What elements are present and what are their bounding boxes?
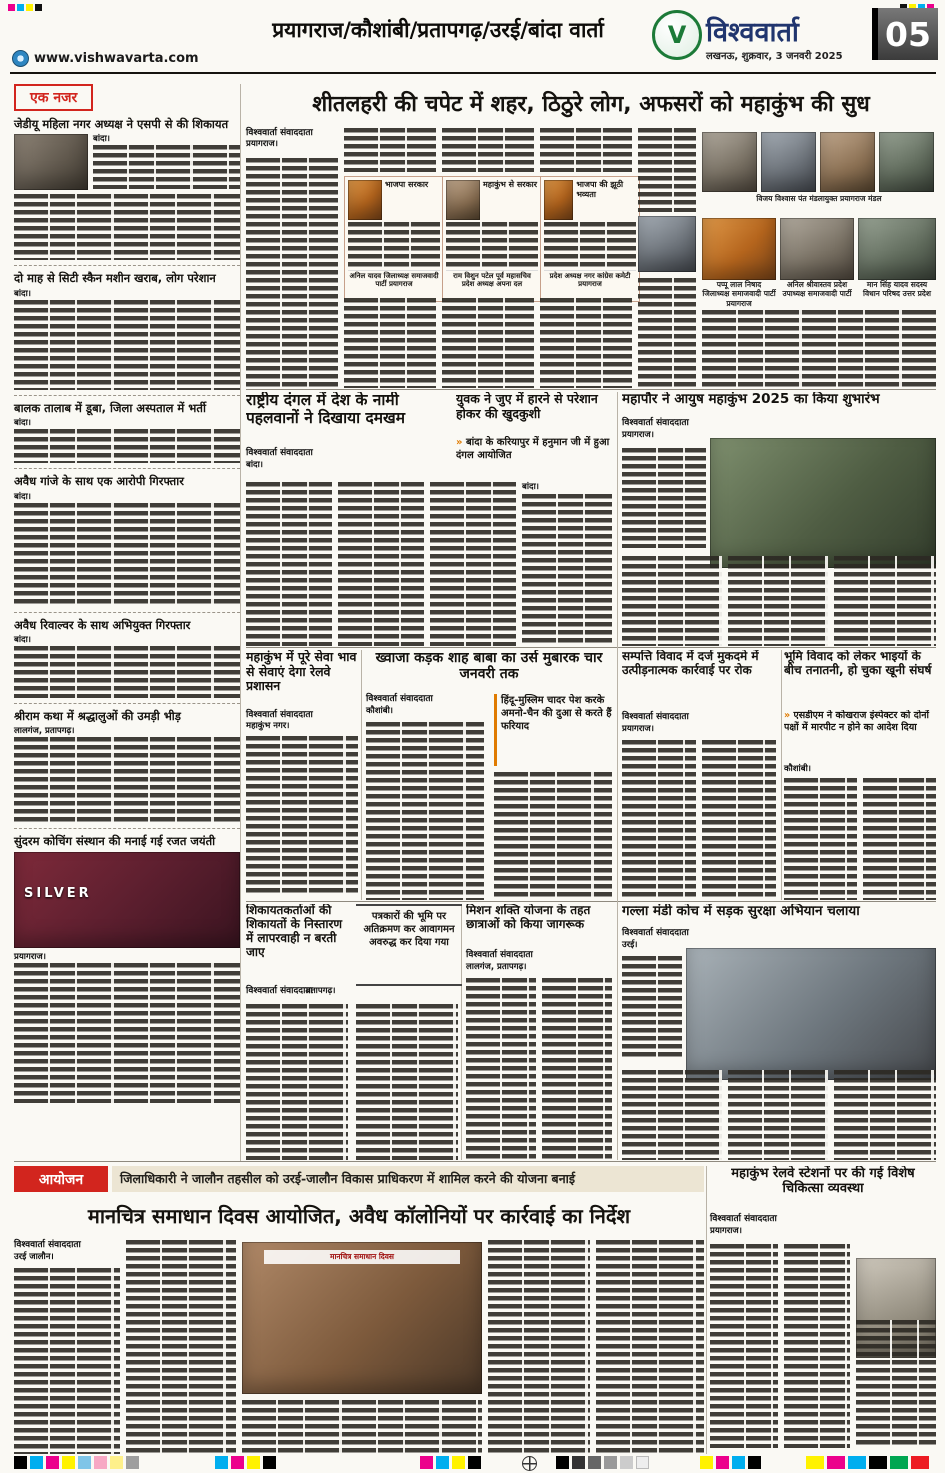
article-headline: गल्ला मंडी कोच में सड़क सुरक्षा अभियान चलाया <box>622 904 860 919</box>
official-photo-cell <box>858 218 936 299</box>
body-text-block <box>14 646 240 698</box>
article-mission-shakti <box>466 904 612 1160</box>
body-text-block <box>784 1244 850 1448</box>
dateline: प्रयागराज। <box>622 430 654 440</box>
article-headline: सम्पत्ति विवाद में दर्ज मुकदमे में उत्पीड़नात्मक कार्रवाई पर रोक <box>622 650 759 677</box>
officials-photo-row <box>702 132 936 203</box>
body-text-block <box>246 482 332 646</box>
article-railway-seva <box>246 650 358 900</box>
body-text-block <box>728 556 828 646</box>
sidebar-title: एक नजर <box>14 84 93 111</box>
byline: विश्ववार्ता संवाददाता <box>366 694 433 704</box>
body-text-block <box>246 158 338 388</box>
print-grayscale-bar <box>556 1456 649 1469</box>
politician-photo <box>348 180 382 220</box>
article-headline: महाकुंभ में पूरे सेवा भाव से सेवाएं देगा रेलवे प्रशासन <box>246 650 357 693</box>
byline: विश्ववार्ता संवाददाता <box>246 128 313 138</box>
article-headline: मानचित्र समाधान दिवस आयोजित, अवैध कॉलोनियों पर कार्रवाई का निर्देश <box>87 1204 631 1228</box>
body-text-block <box>14 300 240 390</box>
body-text-block <box>596 1240 704 1454</box>
dateline: कौशांबी। <box>784 764 811 774</box>
byline: विश्ववार्ता संवाददाता <box>246 986 313 996</box>
article-property-dispute <box>622 650 776 900</box>
quote-text <box>544 222 636 268</box>
divider <box>14 612 240 613</box>
article-subhead-box <box>356 904 462 986</box>
article-dangal <box>246 392 612 646</box>
column-rule <box>240 84 241 1161</box>
header-rule <box>10 72 936 74</box>
article-subhead <box>494 694 619 766</box>
website-url: www.vishwavarta.com <box>34 51 199 66</box>
body-text-block <box>442 298 534 388</box>
byline: विश्ववार्ता संवाददाता <box>622 712 689 722</box>
section-rule <box>246 901 936 902</box>
official-portrait-photo <box>780 218 854 280</box>
body-text-block <box>14 503 240 607</box>
print-color-bar <box>700 1456 761 1469</box>
sidebar-item-headline: सुंदरम कोचिंग संस्थान की मनाई गई रजत जयंती <box>14 834 216 849</box>
website-row <box>12 50 199 67</box>
body-text-block <box>356 1004 458 1160</box>
divider <box>14 395 240 396</box>
article-headline: ख्वाजा कड़क शाह बाबा का उर्स मुबारक चार जनवरी तक <box>375 650 603 683</box>
print-color-bar <box>14 1456 139 1469</box>
article-complaints-disposal <box>246 904 458 1160</box>
print-color-bar <box>420 1456 481 1469</box>
body-text-block <box>784 778 857 900</box>
sidebar-item-headline: अवैध गांजे के साथ एक आरोपी गिरफ्तार <box>14 474 184 489</box>
ribbon-cutting-photo <box>710 438 936 568</box>
print-color-bar <box>215 1456 276 1469</box>
dateline: प्रयागराज। <box>14 951 46 962</box>
photo-caption: राम विशुन पटेल पूर्व महासचिव प्रदेश अध्यक्ष अपना दल <box>446 270 538 289</box>
dateline: प्रयागराज। <box>246 139 278 150</box>
lead-article <box>246 128 936 388</box>
section-rule <box>14 1161 936 1162</box>
official-portrait-photo <box>858 218 936 280</box>
body-text-block <box>494 772 612 900</box>
sidebar-news-item <box>14 401 240 463</box>
body-text-block <box>93 145 240 189</box>
sidebar-ek-najar <box>12 84 242 1160</box>
dateline: बांदा। <box>246 460 263 470</box>
dateline: बांदा। <box>14 491 31 502</box>
official-portrait-photo <box>702 132 757 192</box>
photo-banner-text: मानचित्र समाधान दिवस <box>264 1250 460 1264</box>
sidebar-news-item <box>14 709 240 823</box>
body-text-block <box>622 1070 722 1160</box>
byline: विश्ववार्ता संवाददाता <box>710 1214 777 1224</box>
body-text-block <box>14 429 240 463</box>
sidebar-news-item <box>14 271 240 389</box>
dateline: बांदा। <box>14 635 31 646</box>
body-text-block <box>338 482 424 646</box>
logo-v-glyph: V <box>667 21 687 49</box>
section-label-ayojan: आयोजन <box>14 1166 108 1192</box>
photo-caption: प्रदेश अध्यक्ष नगर कांग्रेस कमेटी प्रयागराज <box>544 270 636 289</box>
dateline: उरई जालौन। <box>14 1252 54 1262</box>
photo-caption: विजय विश्वास पंत मंडलायुक्त प्रयागराज मंडल <box>756 194 882 203</box>
dateline: बांदा। <box>14 288 31 299</box>
sidebar-item-headline: दो माह से सिटी स्कैन मशीन खराब, लोग परेशान <box>14 271 216 286</box>
section-rule <box>246 647 936 648</box>
article-headline: युवक ने जुए में हारने से परेशान होकर की खुदकुशी <box>456 392 598 421</box>
body-text-block <box>638 278 696 388</box>
subhead-text: हिंदू-मुस्लिम चादर पेश करके अमनो-चैन की दुआ से करते हैं फरियाद <box>501 695 612 732</box>
reaction-quote-box <box>442 176 542 302</box>
byline: विश्ववार्ता संवाददाता <box>14 1240 81 1250</box>
body-text-block <box>344 298 436 388</box>
brand-title: विश्ववार्ता <box>706 17 799 48</box>
meeting-photo <box>242 1242 482 1394</box>
article-headline: भूमि विवाद को लेकर भाइयों के बीच तनातनी, हो चुका खूनी संघर्ष <box>784 650 932 677</box>
article-mahakumbh-stations <box>710 1166 936 1454</box>
byline: विश्ववार्ता संवाददाता <box>246 710 313 720</box>
vishwavarta-logo <box>652 10 702 60</box>
byline: विश्ववार्ता संवाददाता <box>622 418 689 428</box>
body-text-block <box>14 194 240 260</box>
body-text-block <box>14 1268 120 1454</box>
news-photo <box>14 134 88 190</box>
body-text-block <box>344 128 436 172</box>
body-text-block <box>442 128 534 172</box>
article-urs-mubarak <box>366 650 612 900</box>
print-color-bar <box>806 1456 929 1469</box>
official-photo-cell <box>702 218 776 308</box>
official-portrait-photo <box>820 132 875 192</box>
dateline: महाकुंभ नगर। <box>246 721 290 732</box>
article-headline: मिशन शक्ति योजना के तहत छात्राओं को किया जागरूक <box>466 904 591 931</box>
column-rule <box>706 1166 707 1454</box>
column-rule <box>361 650 362 900</box>
quote-lead: भाजपा सरकार <box>385 180 429 189</box>
dateline: उरई। <box>622 940 638 950</box>
official-portrait-photo <box>879 132 934 192</box>
body-text-block <box>622 956 682 1060</box>
sidebar-news-item <box>14 117 240 260</box>
article-headline: शिकायतकर्ताओं की शिकायतों के निस्तारण में लापरवाही न बरती जाए <box>246 904 343 959</box>
sidebar-news-item <box>14 618 240 698</box>
quote-text <box>348 222 440 268</box>
photo-caption: मान सिंह यादव सदस्य विधान परिषद उत्तर प्रदेश <box>863 280 931 299</box>
body-text-block <box>126 1240 236 1454</box>
quote-text <box>446 222 538 268</box>
reaction-quote-box <box>344 176 444 302</box>
body-text-block <box>430 482 516 646</box>
official-portrait-photo <box>702 218 776 280</box>
body-text-block <box>246 736 358 896</box>
sidebar-item-headline: जेडीयू महिला नगर अध्यक्ष ने एसपी से की शिकायत <box>14 117 229 131</box>
body-text-block <box>638 128 696 212</box>
quote-lead: भाजपा की झूठी भव्यता <box>576 180 624 199</box>
sidebar-item-headline: श्रीराम कथा में श्रद्धालुओं की उमड़ी भीड़ <box>14 709 181 724</box>
body-text-block <box>542 978 612 1160</box>
quote-lead: महाकुंभ से सरकार <box>483 180 538 189</box>
print-registration-marks <box>8 4 42 11</box>
body-text-block <box>466 978 536 1160</box>
body-text-block <box>622 448 706 548</box>
globe-icon <box>12 50 29 67</box>
article-mahapaur-ayush <box>622 392 936 646</box>
issue-dateline: लखनऊ, शुक्रवार, 3 जनवरी 2025 <box>706 51 843 62</box>
dateline: प्रयागराज। <box>710 1226 742 1236</box>
article-manchitra-diwas <box>14 1240 704 1454</box>
dateline: कौशांबी। <box>366 706 393 716</box>
divider <box>14 828 240 829</box>
edition-title: प्रयागराज/कौशांबी/प्रतापगढ़/उरई/बांदा वार्ता <box>272 18 604 42</box>
photo-caption: अनिल यादव जिलाध्यक्ष समाजवादी पार्टी प्रयागराज <box>349 272 439 289</box>
print-registration-target <box>522 1456 537 1471</box>
body-text-block <box>366 722 484 900</box>
article-headline: राष्ट्रीय दंगल में देश के नामी पहलवानों ने दिखाया दमखम <box>246 392 405 427</box>
byline: विश्ववार्ता संवाददाता <box>466 950 533 960</box>
body-text-block <box>242 1400 482 1454</box>
sidebar-news-item <box>14 834 240 1102</box>
sidebar-item-headline: बालक तालाब में डूबा, जिला अस्पताल में भर्ती <box>14 400 206 415</box>
politician-photo <box>446 180 480 220</box>
official-portrait-photo <box>761 132 816 192</box>
dateline: प्रतापगढ़। <box>306 986 336 996</box>
article-subhead <box>456 436 612 478</box>
subhead-text: एसडीएम ने कोखराज इंस्पेक्टर को दोनों पक्षों में मारपीट न होने का आदेश दिया <box>784 710 929 734</box>
body-text-block <box>834 556 936 646</box>
reaction-quote-box <box>540 176 640 302</box>
page-number: 05 <box>885 14 931 54</box>
article-road-safety <box>622 904 936 1160</box>
body-text-block <box>702 310 936 388</box>
official-portrait-photo <box>638 216 696 272</box>
body-text-block <box>540 298 632 388</box>
article-headline: महाकुंभ रेलवे स्टेशनों पर की गई विशेष चिकित्सा व्यवस्था <box>731 1166 915 1197</box>
photo-caption: पप्पू लाल निषाद जिलाध्यक्ष समाजवादी पार्टी प्रयागराज <box>702 280 776 308</box>
dateline: बांदा। <box>93 134 110 145</box>
sidebar-item-headline: अवैध रिवाल्वर के साथ अभियुक्त गिरफ्तार <box>14 617 191 632</box>
body-text-block <box>14 963 240 1103</box>
dateline: लालगंज, प्रतापगढ़। <box>466 962 527 972</box>
body-text-block <box>246 1004 348 1160</box>
article-land-dispute <box>784 650 936 900</box>
dateline: लालगंज, प्रतापगढ़। <box>14 726 75 737</box>
article-subhead <box>784 710 936 762</box>
sidebar-news-item <box>14 474 240 606</box>
strip-headline: जिलाधिकारी ने जालौन तहसील को उरई-जालौन विकास प्राधिकरण में शामिल करने की योजना बनाई <box>112 1166 704 1192</box>
subhead-text: बांदा के करियापुर में हनुमान जी में हुआ दंगल आयोजित <box>456 437 610 461</box>
body-text-block <box>622 740 696 900</box>
body-text-block <box>702 740 776 900</box>
jubilee-event-photo <box>14 852 240 948</box>
silver-banner-text: SILVER <box>24 885 92 901</box>
body-text-block <box>488 1240 590 1454</box>
column-rule <box>617 392 618 1160</box>
official-photo-cell <box>780 218 854 299</box>
divider <box>14 468 240 469</box>
body-text-block <box>522 494 612 646</box>
body-text-block <box>856 1320 936 1448</box>
byline: विश्ववार्ता संवाददाता <box>622 928 689 938</box>
body-text-block <box>622 556 722 646</box>
body-text-block <box>863 778 936 900</box>
dateline: प्रयागराज। <box>622 724 654 734</box>
dateline: बांदा। <box>522 482 539 492</box>
bullet-icon: » <box>456 437 463 448</box>
subhead-text: पत्रकारों की भूमि पर अतिक्रमण कर आवागमन अवरुद्ध कर दिया गया <box>363 911 455 948</box>
lead-headline: शीतलहरी की चपेट में शहर, ठिठुरे लोग, अफसरों को महाकुंभ की सुध <box>312 92 870 117</box>
politician-photo <box>544 180 573 220</box>
body-text-block <box>710 1244 778 1448</box>
divider <box>14 703 240 704</box>
section-rule <box>246 389 936 390</box>
byline: विश्ववार्ता संवाददाता <box>246 448 313 458</box>
road-safety-photo <box>686 948 936 1080</box>
body-text-block <box>540 128 632 172</box>
column-rule <box>781 650 782 900</box>
body-text-block <box>14 737 240 823</box>
divider <box>14 265 240 266</box>
dateline: बांदा। <box>14 418 31 429</box>
bullet-icon: » <box>784 710 791 721</box>
body-text-block <box>834 1070 936 1160</box>
article-headline: महापौर ने आयुष महाकुंभ 2025 का किया शुभारंभ <box>622 392 880 407</box>
photo-caption: अनिल श्रीवास्तव प्रदेश उपाध्यक्ष समाजवादी पार्टी <box>782 280 852 299</box>
body-text-block <box>728 1070 828 1160</box>
page-number-box <box>872 8 938 60</box>
